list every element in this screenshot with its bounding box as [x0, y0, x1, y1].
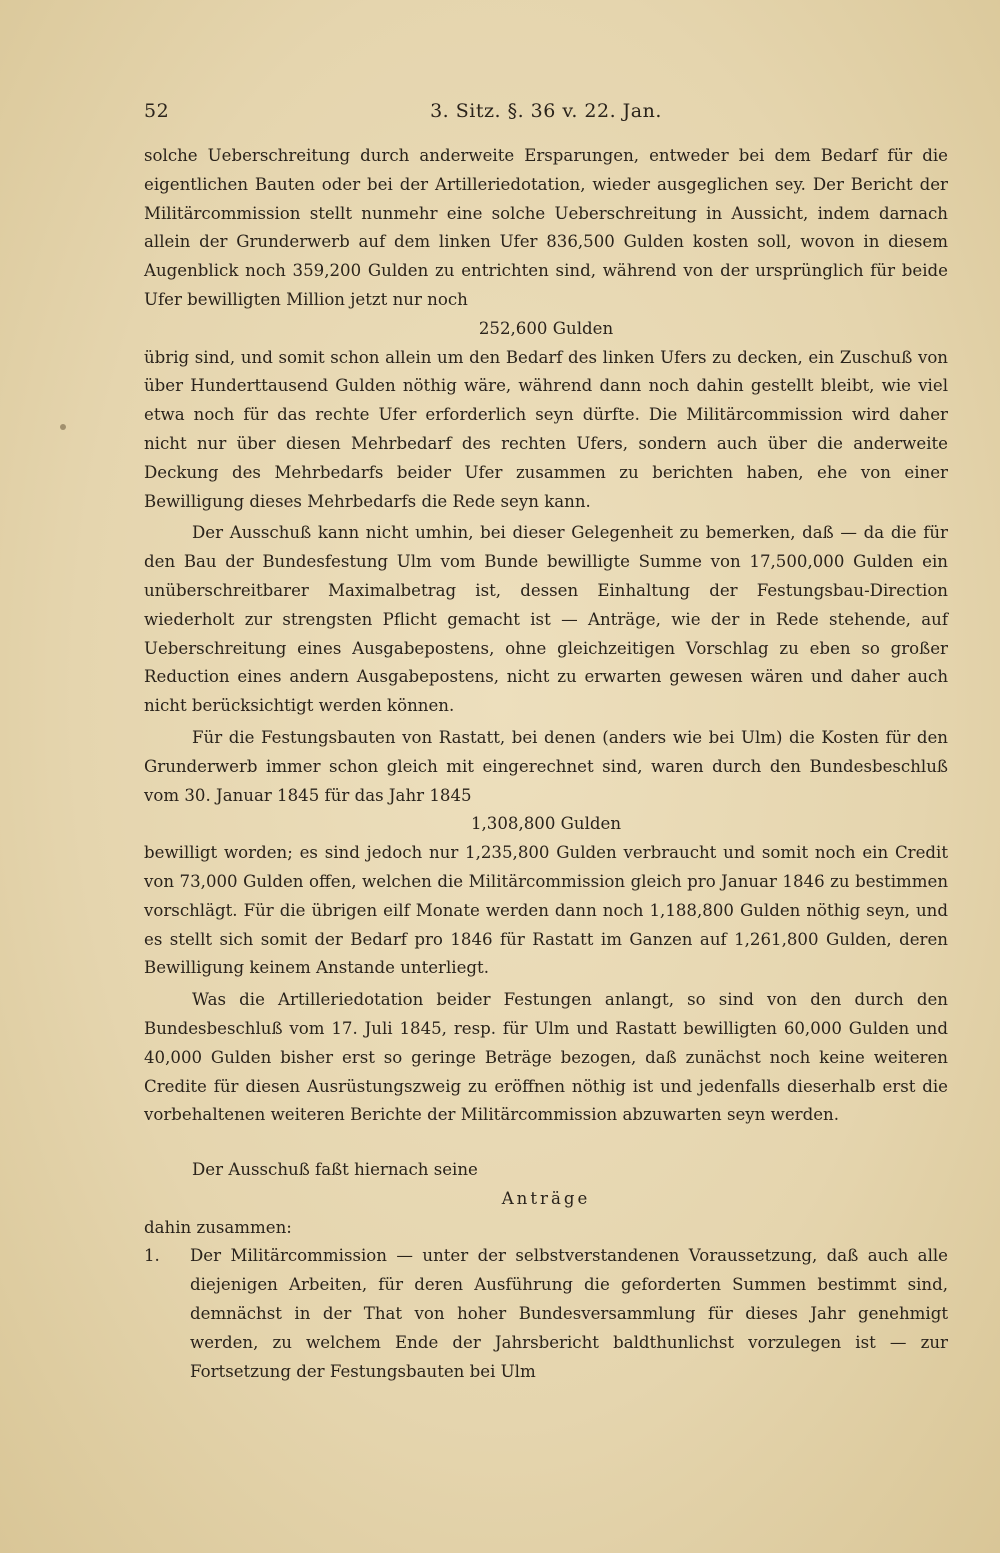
paragraph-8: dahin zusammen: [144, 1217, 292, 1237]
amount-line-1: 252,600 Gulden [478, 318, 614, 338]
section-heading: Anträge [501, 1188, 591, 1208]
page-header [144, 100, 948, 130]
paragraph-2: übrig sind, und somit schon allein um den Bedarf des linken Ufers zu decken, ein Zuschuß von über Hunderttausend Gulden nöthig wäre, während dann noch dahin gestellt bleibt, wie viel etwa noch für das rechte Ufer erforderlich seyn dürfte. Die Militärcommission wird daher nicht nur über diesen Mehrbedarf des rechten Ufers, sondern auch über die anderweite Deckung des Mehrbedarfs beider Ufer zusammen zu berichten haben, ehe von einer Bewilligung dieses Mehrbedarfs die Rede seyn kann. [144, 347, 948, 511]
list-item-1 [144, 1242, 948, 1386]
paragraph-1: solche Ueberschreitung durch anderweite Ersparungen, entweder bei dem Bedarf für die eigentlichen Bauten oder bei der Artilleriedotation, wieder ausgeglichen sey. Der Bericht der Militärcommission stellt nunmehr eine solche Ueberschreitung in Aussicht, indem darnach allein der Grunderwerb auf dem linken Ufer 836,500 Gulden kosten soll, wovon in diesem Augenblick noch 359,200 Gulden zu entrichten sind, während von der ursprünglich für beide Ufer bewilligten Million jetzt nur noch [144, 146, 948, 309]
list-item-number: 1. [144, 1246, 160, 1266]
amount-line-2: 1,308,800 Gulden [470, 814, 622, 834]
ink-spot [60, 424, 66, 430]
paragraph-7: Der Ausschuß faßt hiernach seine [192, 1160, 478, 1180]
list-item-text: Der Militärcommission — unter der selbstverstandenen Voraussetzung, daß auch alle diejenigen Arbeiten, für deren Ausführung die geforderten Summen bestimmt sind, demnächst in der That von hoher Bundesversammlung für dieses Jahr genehmigt werden, zu welchem Ende der Jahrsbericht baldthunlichst vorzulegen ist — zur Fortsetzung der Festungsbauten bei Ulm [190, 1246, 948, 1381]
paragraph-3: Der Ausschuß kann nicht umhin, bei dieser Gelegenheit zu bemerken, daß — da die für den Bau der Bundesfestung Ulm vom Bunde bewilligte Summe von 17,500,000 Gulden ein unüberschreitbarer Maximalbetrag ist, dessen Einhaltung der Festungsbau-Direction wiederholt zur strengsten Pflicht gemacht ist — Anträge, wie der in Rede stehende, auf Ueberschreitung eines Ausgabepostens, ohne gleichzeitigen Vorschlag zu eben so großer Reduction eines andern Ausgabepostens, nicht zu erwarten gewesen wären und daher auch nicht berücksichtigt werden können. [144, 523, 948, 716]
paragraph-6: Was die Artilleriedotation beider Festungen anlangt, so sind von den durch den Bundesbeschluß vom 17. Juli 1845, resp. für Ulm und Rastatt bewilligten 60,000 Gulden und 40,000 Gulden bisher erst so geringe Beträge bezogen, daß zunächst noch keine weiteren Credite für diesen Ausrüstungszweig zu eröffnen nöthig ist und jedenfalls dieserhalb erst die vorbehaltenen weiteren Berichte der Militärcommission abzuwarten seyn werden. [144, 990, 948, 1125]
paragraph-4: Für die Festungsbauten von Rastatt, bei denen (anders wie bei Ulm) die Kosten für den Grunderwerb immer schon gleich mit eingerechnet sind, waren durch den Bundesbeschluß vom 30. Januar 1845 für das Jahr 1845 [144, 727, 948, 805]
page-number: 52 [144, 100, 170, 122]
paragraph-5: bewilligt worden; es sind jedoch nur 1,235,800 Gulden verbraucht und somit noch ein Credit von 73,000 Gulden offen, welchen die Militärcommission gleich pro Januar 1846 zu bestimmen vorschlägt. Für die übrigen eilf Monate werden dann noch 1,188,800 Gulden nöthig seyn, und es stellt sich somit der Bedarf pro 1846 für Rastatt im Ganzen auf 1,261,800 Gulden, deren Bewilligung keinem Anstande unterliegt. [144, 843, 948, 978]
running-title: 3. Sitz. §. 36 v. 22. Jan. [430, 100, 662, 122]
page-body [144, 142, 948, 1386]
